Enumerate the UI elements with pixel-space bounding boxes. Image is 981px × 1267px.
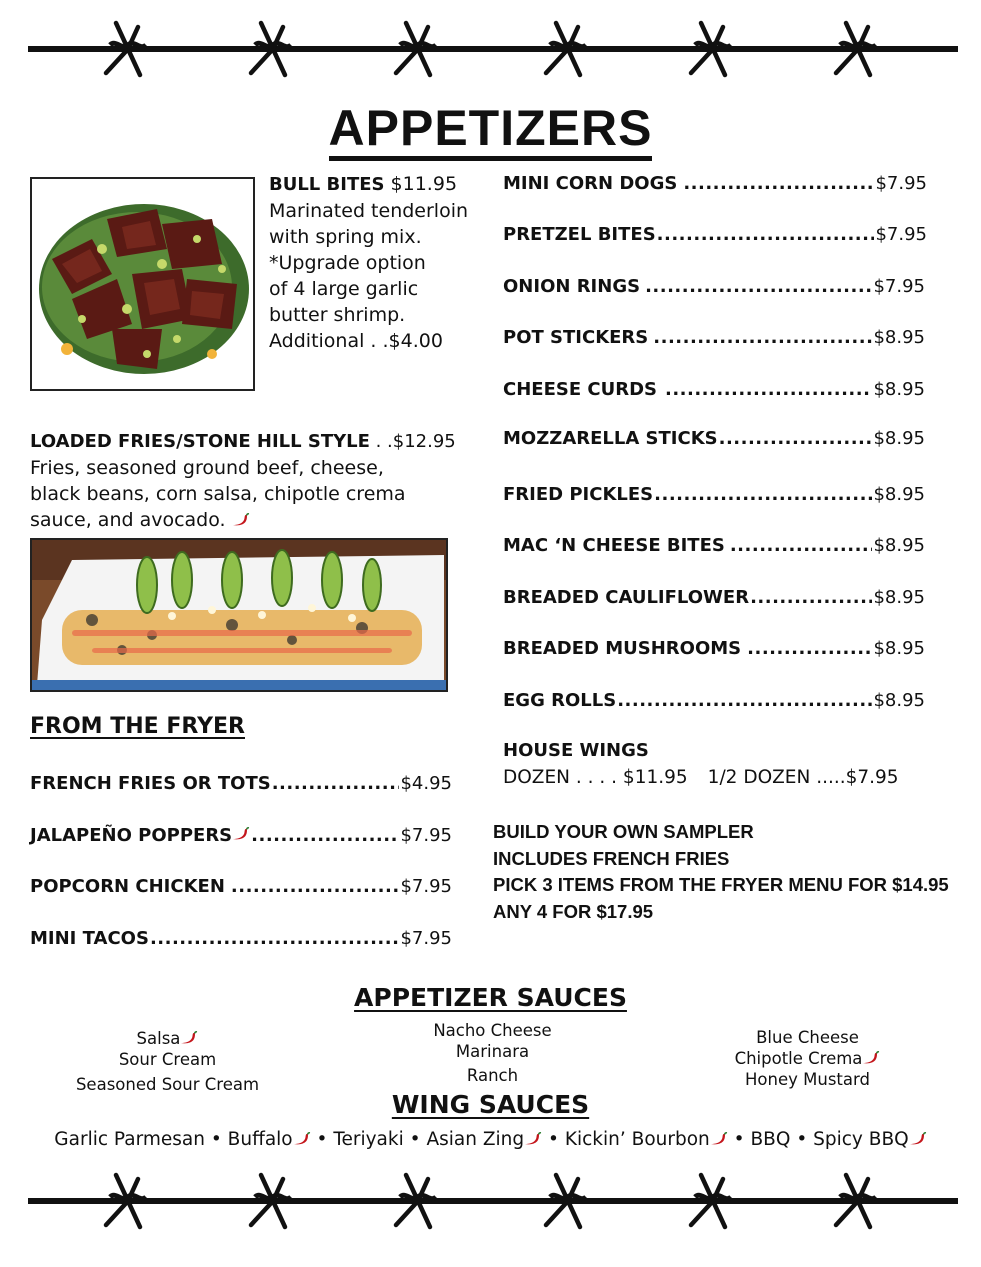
loaded-fries-price: . .$12.95 [369,431,456,452]
list-item: POT STICKERS ..... $8.95 [503,327,925,348]
house-wings-name: HOUSE WINGS [503,740,649,761]
list-item: MINI CORN DOGS ..... $7.95 [503,173,927,194]
loaded-fries-name: LOADED FRIES/STONE HILL STYLE [30,431,370,452]
chili-pepper-icon [524,1132,542,1146]
list-item: MOZZARELLA STICKS ..... $8.95 [503,428,925,449]
chili-pepper-icon [710,1132,728,1146]
list-item: JALAPEÑO POPPERS ..... $7.95 [30,825,452,846]
page-title: APPETIZERS [0,98,981,161]
wing-sauces-list: Garlic Parmesan • Buffalo • Teriyaki • Asian Zing • Kickin’ Bourbon • BBQ • Spicy BBQ [0,1129,981,1150]
wing-sauces-heading: WING SAUCES [391,1090,590,1119]
bull-bites-description: BULL BITES $11.95 Marinated tenderloin with spring mix. *Upgrade option of 4 large garlic butter shrimp. Additional . .$4.00 [269,173,469,352]
list-item: POPCORN CHICKEN ..... $7.95 [30,876,452,897]
steak-bites-photo [30,177,255,391]
barbed-wire-top [28,14,958,84]
fryer-heading: FROM THE FRYER [30,714,245,739]
house-wings-prices: DOZEN . . . . $11.95 1/2 DOZEN .....$7.95 [503,767,899,788]
list-item: MINI TACOS ..... $7.95 [30,928,452,949]
list-item: FRIED PICKLES ..... $8.95 [503,484,925,505]
appetizer-sauces-heading: APPETIZER SAUCES [354,983,627,1012]
sauces-right-column: Blue Cheese Chipotle Crema Honey Mustard [700,1027,915,1090]
bull-bites-price: $11.95 [390,173,458,195]
list-item: EGG ROLLS ..... $8.95 [503,690,925,711]
list-item: FRENCH FRIES OR TOTS ..... $4.95 [30,773,452,794]
sauces-left-column: Salsa Sour Cream Seasoned Sour Cream [75,1029,260,1094]
list-item: CHEESE CURDS ..... $8.95 [503,379,925,400]
list-item: BREADED MUSHROOMS ..... $8.95 [503,638,925,659]
loaded-fries-description: LOADED FRIES/STONE HILL STYLE . .$12.95 Fries, seasoned ground beef, cheese, black beans, corn salsa, chipotle crema sauce, and avocado. [30,431,456,531]
sauces-middle-column: Nacho Cheese Marinara Ranch [433,1021,552,1085]
sampler-info: BUILD YOUR OWN SAMPLER INCLUDES FRENCH FRIES PICK 3 ITEMS FROM THE FRYER MENU FOR $14.95 ANY 4 FOR $17.95 [493,821,949,922]
list-item: MAC ‘N CHEESE BITES ..... $8.95 [503,535,925,556]
chili-pepper-icon [862,1051,880,1065]
loaded-fries-photo [30,538,448,692]
chili-pepper-icon [232,513,250,527]
chili-pepper-icon [232,827,250,841]
chili-pepper-icon [909,1132,927,1146]
chili-pepper-icon [180,1031,198,1045]
barbed-wire-bottom [28,1166,958,1236]
list-item: ONION RINGS ..... $7.95 [503,276,925,297]
list-item: PRETZEL BITES ..... $7.95 [503,224,927,245]
list-item: BREADED CAULIFLOWER ..... $8.95 [503,587,925,608]
bull-bites-name: BULL BITES [269,174,385,195]
chili-pepper-icon [293,1132,311,1146]
